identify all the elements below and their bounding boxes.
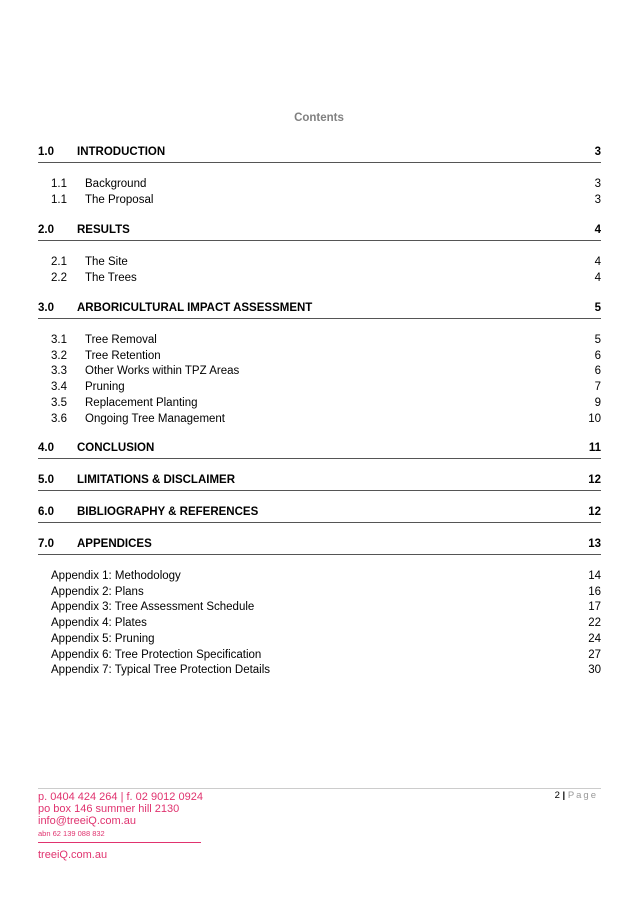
toc-appendix-label: Appendix 7: Typical Tree Protection Details <box>51 664 271 677</box>
toc-subsection[interactable] <box>38 334 601 349</box>
toc-section-5-0[interactable] <box>38 474 601 491</box>
toc-section-number: 5.0 <box>38 474 54 486</box>
footer-email[interactable]: info@treeiQ.com.au <box>38 815 136 827</box>
toc-subsection-label: The Proposal <box>85 193 154 206</box>
toc-subsection-number: 3.6 <box>51 412 67 425</box>
toc-subsection-page: 4 <box>594 256 601 268</box>
toc-section-6-0[interactable] <box>38 506 601 523</box>
toc-subsection-page: 6 <box>594 349 601 362</box>
toc-subsection[interactable] <box>38 178 601 193</box>
toc-appendix-item[interactable] <box>38 586 601 601</box>
page-number <box>555 790 598 801</box>
toc-appendix-item[interactable] <box>38 664 601 679</box>
toc-subsection[interactable] <box>38 381 601 396</box>
toc-subsection[interactable] <box>38 397 601 412</box>
toc-section-page: 5 <box>594 302 601 314</box>
toc-subsection-page: 5 <box>594 334 601 346</box>
toc-appendix-page: 30 <box>588 664 601 677</box>
toc-subsection-page: 6 <box>594 365 601 378</box>
toc-appendix-page: 24 <box>588 632 601 645</box>
toc-section-label: CONCLUSION <box>77 442 155 454</box>
toc-subsection-page: 9 <box>594 396 601 409</box>
page-number-value: 2 <box>554 790 560 801</box>
toc-section-3-0[interactable] <box>38 302 601 319</box>
toc-section-page: 13 <box>588 538 601 550</box>
toc-subsection-number: 2.1 <box>51 256 67 268</box>
toc-section-number: 2.0 <box>38 224 54 236</box>
toc-appendix-item[interactable] <box>38 617 601 632</box>
toc-subsection-page: 3 <box>594 193 601 206</box>
toc-subsection-number: 1.1 <box>51 193 67 206</box>
toc-section-label: ARBORICULTURAL IMPACT ASSESSMENT <box>77 302 313 314</box>
toc-section-number: 1.0 <box>38 146 54 158</box>
toc-subsection-number: 3.1 <box>51 334 67 346</box>
toc-section-page: 3 <box>594 146 601 158</box>
toc-subsection-page: 7 <box>594 381 601 394</box>
toc-appendix-label: Appendix 4: Plates <box>51 617 147 630</box>
toc-section-label: APPENDICES <box>77 538 152 550</box>
toc-appendix-item[interactable] <box>38 570 601 585</box>
toc-appendix-label: Appendix 5: Pruning <box>51 632 155 645</box>
footer-phone: p. 0404 424 264 | f. 02 9012 0924 <box>38 791 203 803</box>
contents-title: Contents <box>294 112 344 124</box>
toc-appendix-page: 14 <box>588 570 601 582</box>
toc-section-page: 4 <box>594 224 601 236</box>
toc-section-4-0[interactable] <box>38 442 601 459</box>
toc-subsection-number: 1.1 <box>51 178 67 190</box>
toc-subsection-label: Replacement Planting <box>85 396 198 409</box>
toc-appendix-label: Appendix 2: Plans <box>51 585 144 598</box>
footer-abn: abn 62 139 088 832 <box>38 829 105 838</box>
toc-section-page: 11 <box>588 442 601 454</box>
toc-subsection-label: Other Works within TPZ Areas <box>85 365 240 378</box>
toc-section-7-0[interactable] <box>38 538 601 555</box>
toc-section-number: 4.0 <box>38 442 54 454</box>
toc-section-label: LIMITATIONS & DISCLAIMER <box>77 474 236 486</box>
toc-section-page: 12 <box>588 506 601 518</box>
toc-subsection-page: 4 <box>594 271 601 284</box>
toc-section-2-0[interactable] <box>38 224 601 241</box>
toc-section-label: INTRODUCTION <box>77 146 166 158</box>
toc-subsection-label: Tree Removal <box>85 334 157 346</box>
toc-section-page: 12 <box>588 474 601 486</box>
toc-section-label: RESULTS <box>77 224 130 236</box>
toc-section-number: 6.0 <box>38 506 54 518</box>
toc-subsection[interactable] <box>38 272 601 287</box>
toc-appendix-label: Appendix 1: Methodology <box>51 570 181 582</box>
toc-subsection-label: The Site <box>85 256 128 268</box>
toc-subsection-number: 3.2 <box>51 349 67 362</box>
toc-subsection[interactable] <box>38 365 601 380</box>
toc-subsection-number: 3.4 <box>51 381 67 394</box>
toc-appendix-page: 22 <box>588 617 601 630</box>
toc-appendix-page: 17 <box>588 601 601 614</box>
toc-subsection-label: Pruning <box>85 381 125 394</box>
toc-appendix-label: Appendix 3: Tree Assessment Schedule <box>51 601 255 614</box>
footer-address: po box 146 summer hill 2130 <box>38 803 180 815</box>
toc-subsection-label: The Trees <box>85 271 137 284</box>
toc-subsection-number: 3.3 <box>51 365 67 378</box>
toc-appendix-label: Appendix 6: Tree Protection Specification <box>51 648 262 661</box>
toc-subsection[interactable] <box>38 256 601 271</box>
toc-subsection-label: Tree Retention <box>85 349 161 362</box>
toc-appendix-item[interactable] <box>38 649 601 664</box>
page-number-separator: | <box>562 790 566 801</box>
footer-website[interactable]: treeiQ.com.au <box>38 849 108 861</box>
toc-subsection-label: Ongoing Tree Management <box>85 412 226 425</box>
toc-subsection-number: 2.2 <box>51 271 67 284</box>
footer-divider <box>38 788 601 789</box>
footer-accent-line <box>38 842 201 843</box>
toc-subsection-page: 3 <box>594 178 601 190</box>
toc-appendix-item[interactable] <box>38 633 601 648</box>
toc-section-number: 7.0 <box>38 538 54 550</box>
toc-subsection-page: 10 <box>588 412 601 425</box>
toc-subsection-number: 3.5 <box>51 396 67 409</box>
toc-appendix-page: 16 <box>588 585 601 598</box>
toc-appendix-item[interactable] <box>38 601 601 616</box>
toc-subsection-label: Background <box>85 178 147 190</box>
toc-appendix-page: 27 <box>588 648 601 661</box>
toc-subsection[interactable] <box>38 194 601 209</box>
toc-section-label: BIBLIOGRAPHY & REFERENCES <box>77 506 259 518</box>
toc-subsection[interactable] <box>38 413 601 428</box>
page-word: Page <box>567 790 598 801</box>
toc-subsection[interactable] <box>38 350 601 365</box>
toc-section-1-0[interactable] <box>38 146 601 163</box>
toc-section-number: 3.0 <box>38 302 54 314</box>
